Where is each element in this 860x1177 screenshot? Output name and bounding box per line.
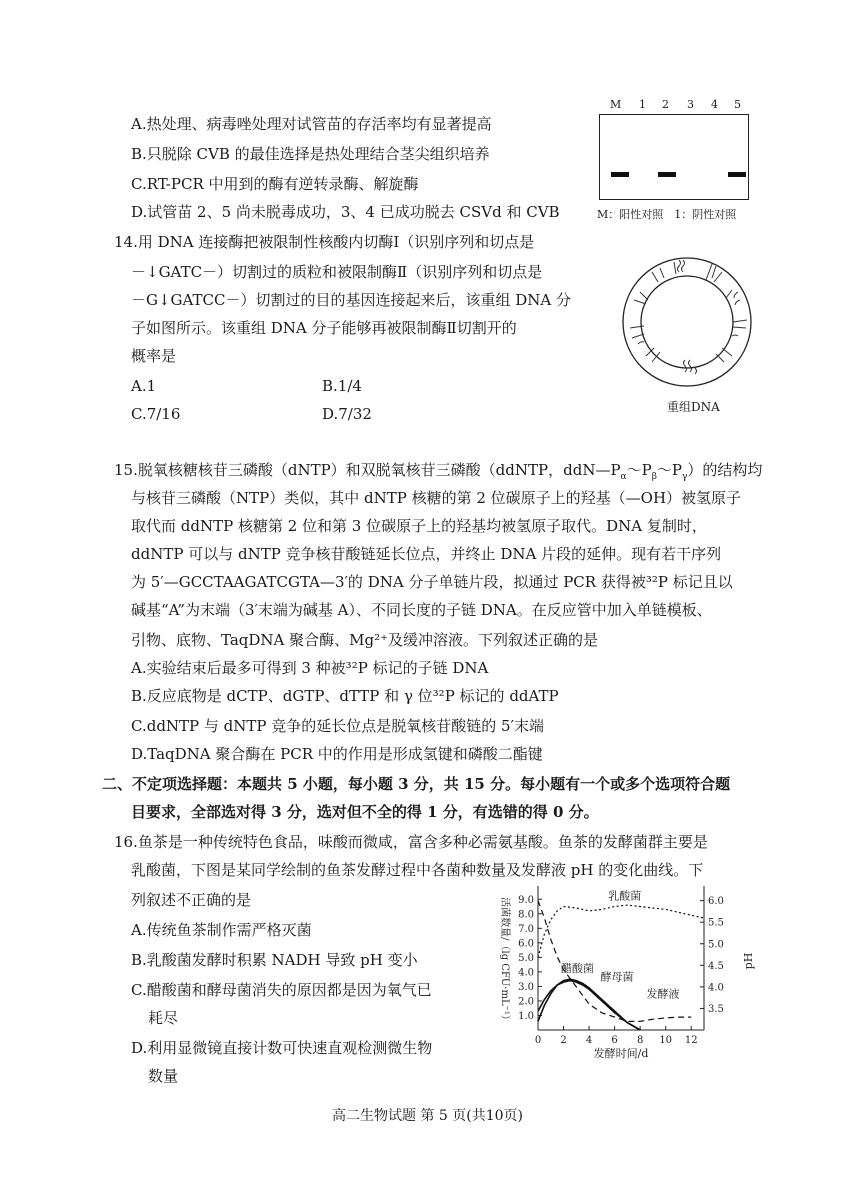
q14-stem-line: 14.用 DNA 连接酶把被限制性核酸内切酶Ⅰ（识别序列和切点是 <box>114 233 535 251</box>
y2-tick-label: 6.0 <box>708 896 724 908</box>
y-tick-label: 7.0 <box>518 923 534 935</box>
q14-stem-line: －↓GATC－）切割过的质粒和被限制酶Ⅱ（识别序列和切点是 <box>131 263 543 281</box>
q14-option-a: A.1 <box>131 377 157 395</box>
q15-stem-line: 为 5′—GCCTAAGATCGTA—3′的 DNA 分子单链片段，拟通过 PCR 获得被³²P 标记且以 <box>131 573 733 591</box>
q16-stem-line: 16.鱼茶是一种传统特色食品，味酸而微咸，富含多种必需氨基酸。鱼茶的发酵菌群主要是 <box>114 833 708 851</box>
series-line-酵母菌 <box>538 979 640 1030</box>
x-tick-label: 0 <box>534 1035 542 1046</box>
q13-option-c: C.RT-PCR 中用到的酶有逆转录酶、解旋酶 <box>131 175 419 193</box>
section-2-heading: 二、不定项选择题：本题共 5 小题，每小题 3 分，共 15 分。每小题有一个或多个选项符合题 <box>102 775 731 793</box>
q15-stem-line: 与核苷三磷酸（NTP）类似，其中 dNTP 核糖的第 2 位碳原子上的羟基（—OH）被氢原子 <box>131 489 742 507</box>
q14-option-b: B.1/4 <box>322 377 362 395</box>
q15-option-a: A.实验结束后最多可得到 3 种被³²P 标记的子链 DNA <box>131 659 489 677</box>
series-label: 醋酸菌 <box>560 961 594 975</box>
y2-tick-label: 5.5 <box>708 917 724 929</box>
y-tick-label: 9.0 <box>518 894 534 906</box>
q13-option-a: A.热处理、病毒唑处理对试管苗的存活率均有显著提高 <box>131 115 492 133</box>
gel-band-2 <box>658 172 676 177</box>
y-axis-label: 活菌数量/（lg CFU·mL⁻¹） <box>499 897 510 1025</box>
y-tick-label: 5.0 <box>518 952 534 964</box>
y-tick-label: 1.0 <box>518 1010 534 1022</box>
y-tick-label: 4.0 <box>518 967 534 979</box>
y2-axis-label: pH <box>742 952 755 970</box>
gel-lane-label: 4 <box>711 98 718 111</box>
series-label: 乳酸菌 <box>608 889 642 903</box>
gel-figure <box>596 96 756 206</box>
series-label: 酵母菌 <box>600 970 634 984</box>
dna-outer-ring <box>623 258 751 386</box>
q14-option-d: D.7/32 <box>322 405 372 423</box>
gel-lane-label: 5 <box>734 98 741 111</box>
q15-stem-line: 引物、底物、TaqDNA 聚合酶、Mg²⁺及缓冲溶液。下列叙述正确的是 <box>131 631 599 649</box>
q16-option-b: B.乳酸菌发酵时积累 NADH 导致 pH 变小 <box>131 951 418 969</box>
gel-box <box>599 114 749 200</box>
x-tick-label: 4 <box>585 1035 593 1046</box>
q16-stem-line: 乳酸菌，下图是某同学绘制的鱼茶发酵过程中各菌种数量及发酵液 pH 的变化曲线。下 <box>131 861 704 879</box>
q15-option-d: D.TaqDNA 聚合酶在 PCR 中的作用是形成氢键和磷酸二酯键 <box>131 745 543 763</box>
q15-stem-line: 碱基“A”为末端（3′末端为碱基 A）、不同长度的子链 DNA。在反应管中加入单链模板、 <box>131 601 712 619</box>
y2-tick-label: 5.0 <box>708 939 724 951</box>
section-2-heading: 目要求，全部选对得 3 分，选对但不全的得 1 分，有选错的得 0 分。 <box>131 803 599 821</box>
gel-band-m <box>611 172 629 177</box>
gel-lane-label: M <box>610 98 622 111</box>
x-tick-label: 2 <box>560 1035 567 1046</box>
q13-option-d: D.试管苗 2、5 尚未脱毒成功，3、4 已成功脱去 CSVd 和 CVB <box>131 203 560 221</box>
recombinant-dna-figure <box>612 252 762 392</box>
x-axis-label: 发酵时间/d <box>593 1047 649 1060</box>
y-tick-label: 3.0 <box>518 981 534 993</box>
q14-option-c: C.7/16 <box>131 405 181 423</box>
gel-lane-labels <box>596 98 756 112</box>
y2-tick-label: 4.5 <box>708 960 724 972</box>
q14-stem-line: 概率是 <box>131 347 177 365</box>
q16-option-a: A.传统鱼茶制作需严格灭菌 <box>131 921 312 939</box>
y-tick-label: 2.0 <box>518 996 534 1008</box>
x-tick-label: 10 <box>659 1035 673 1046</box>
q14-stem-line: 子如图所示。该重组 DNA 分子能够再被限制酶Ⅱ切割开的 <box>131 319 517 337</box>
gel-band-5 <box>728 172 746 177</box>
q15-stem-line: 取代而 ddNTP 核糖第 2 位和第 3 位碳原子上的羟基均被氢原子取代。DNA 复制时， <box>131 517 707 535</box>
gel-lane-label: 3 <box>687 98 694 111</box>
q15-stem-line: ddNTP 可以与 dNTP 竞争核苷酸链延长位点，并终止 DNA 片段的延伸。现有若干序列 <box>131 545 722 563</box>
q16-stem-line: 列叙述不正确的是 <box>131 891 252 909</box>
series-line-乳酸菌 <box>538 905 704 957</box>
q16-option-d-cont: 数量 <box>148 1067 179 1085</box>
fermentation-chart <box>486 880 756 1060</box>
x-tick-label: 12 <box>684 1035 698 1046</box>
y-tick-label: 8.0 <box>518 909 534 921</box>
series-label: 发酵液 <box>646 987 680 1001</box>
page-footer: 高二生物试题 第 5 页(共10页) <box>332 1108 523 1124</box>
x-tick-label: 8 <box>636 1035 644 1046</box>
gel-lane-label: 1 <box>639 98 646 111</box>
y2-tick-label: 3.5 <box>708 1003 724 1015</box>
y-tick-label: 6.0 <box>518 938 534 950</box>
q15-stem-line: 15.脱氧核糖核苷三磷酸（dNTP）和双脱氧核苷三磷酸（ddNTP，$ddN—P_\alpha\sim P_\beta\sim P_\gamma$）的结构均 <box>114 461 763 482</box>
q13-option-b: B.只脱除 CVB 的最佳选择是热处理结合茎尖组织培养 <box>131 145 490 163</box>
q15-option-c: C.ddNTP 与 dNTP 竞争的延长位点是脱氧核苷酸链的 5′末端 <box>131 717 544 735</box>
restriction-site-marks <box>630 260 747 374</box>
dna-inner-ring <box>641 276 733 368</box>
x-tick-label: 6 <box>611 1035 618 1046</box>
q16-option-d: D.利用显微镜直接计数可快速直观检测微生物 <box>131 1039 433 1057</box>
recombinant-dna-caption: 重组DNA <box>667 400 720 414</box>
q15-option-b: B.反应底物是 dCTP、dGTP、dTTP 和 γ 位³²P 标记的 ddATP <box>131 687 559 705</box>
y2-tick-label: 4.0 <box>708 982 724 994</box>
q16-option-c: C.醋酸菌和酵母菌消失的原因都是因为氧气已 <box>131 981 432 999</box>
q14-stem-line: －G↓GATCC－）切割过的目的基因连接起来后，该重组 DNA 分 <box>131 291 572 309</box>
gel-lane-label: 2 <box>662 98 669 111</box>
gel-caption: M：阳性对照 1：阴性对照 <box>597 208 737 221</box>
q16-option-c-cont: 耗尽 <box>148 1009 179 1027</box>
